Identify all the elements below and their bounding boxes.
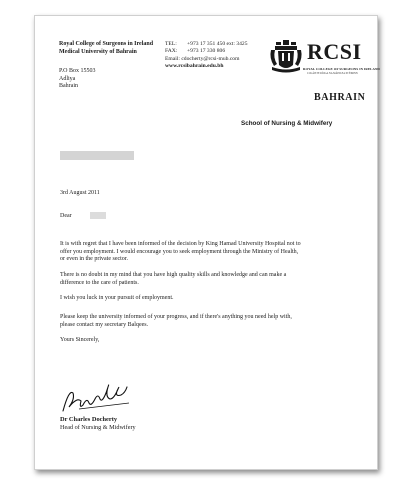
- email-link[interactable]: cdocherty@rcsi-mub.com: [181, 55, 240, 62]
- salutation: Dear: [60, 213, 72, 219]
- letter-page: [34, 15, 378, 470]
- address-line: Bahrain: [59, 83, 78, 89]
- letter-date: 3rd August 2011: [60, 190, 100, 196]
- signatory-title: Head of Nursing & Midwifery: [60, 424, 136, 431]
- tel-line: TEL: +973 17 351 450 ext: 3425: [165, 41, 248, 47]
- paragraph: It is with regret that I have been informed of the decision by King Hamad University Hospital not to offer you employment. I would encourage you to seek employment through the Ministry of Health, or even in the private sector.: [60, 241, 301, 263]
- paragraph: Please keep the university informed of your progress, and if there's anything you need help with, please contact my secretary Balqees.: [60, 314, 292, 328]
- paragraph: I wish you luck in your pursuit of employment.: [60, 295, 174, 301]
- address-line: Adliya: [59, 75, 76, 82]
- logo-subtitle: ROYAL COLLEGE OF SURGEONS IN IRELAND: [303, 67, 380, 71]
- fax-value: +973 17 330 806: [187, 48, 226, 55]
- redacted-name: [90, 212, 106, 219]
- website-link[interactable]: www.rcsibahrain.edu.bh: [165, 62, 224, 69]
- email-line: Email: cdocherty@rcsi-mub.com: [165, 55, 240, 62]
- fax-line: FAX: +973 17 330 806: [165, 48, 226, 55]
- logo-region: BAHRAIN: [314, 92, 366, 103]
- tel-value: +973 17 351 450 ext: 3425: [187, 41, 248, 47]
- logo-wordmark: RCSI: [307, 39, 362, 64]
- signature-icon: [59, 381, 149, 421]
- logo-subtitle-irish: COLÁISTE RÍOGA NA MÁINLEA IN ÉIRINN: [307, 72, 358, 75]
- paragraph: There is no doubt in my mind that you have high quality skills and knowledge and can make a difference to the care of patients.: [60, 272, 287, 286]
- closing: Yours Sincerely,: [60, 337, 100, 343]
- department-name: School of Nursing & Midwifery: [241, 120, 333, 127]
- redacted-recipient: [60, 151, 134, 160]
- institution-line: Medical University of Bahrain: [59, 48, 137, 55]
- contact-block: [165, 41, 248, 70]
- address-line: P.O Box 15503: [59, 68, 96, 74]
- institution-line: Royal College of Surgeons in Ireland: [59, 41, 154, 47]
- signatory-name: Dr Charles Docherty: [60, 416, 118, 423]
- institution-name: [59, 41, 153, 56]
- postal-address: [59, 68, 96, 91]
